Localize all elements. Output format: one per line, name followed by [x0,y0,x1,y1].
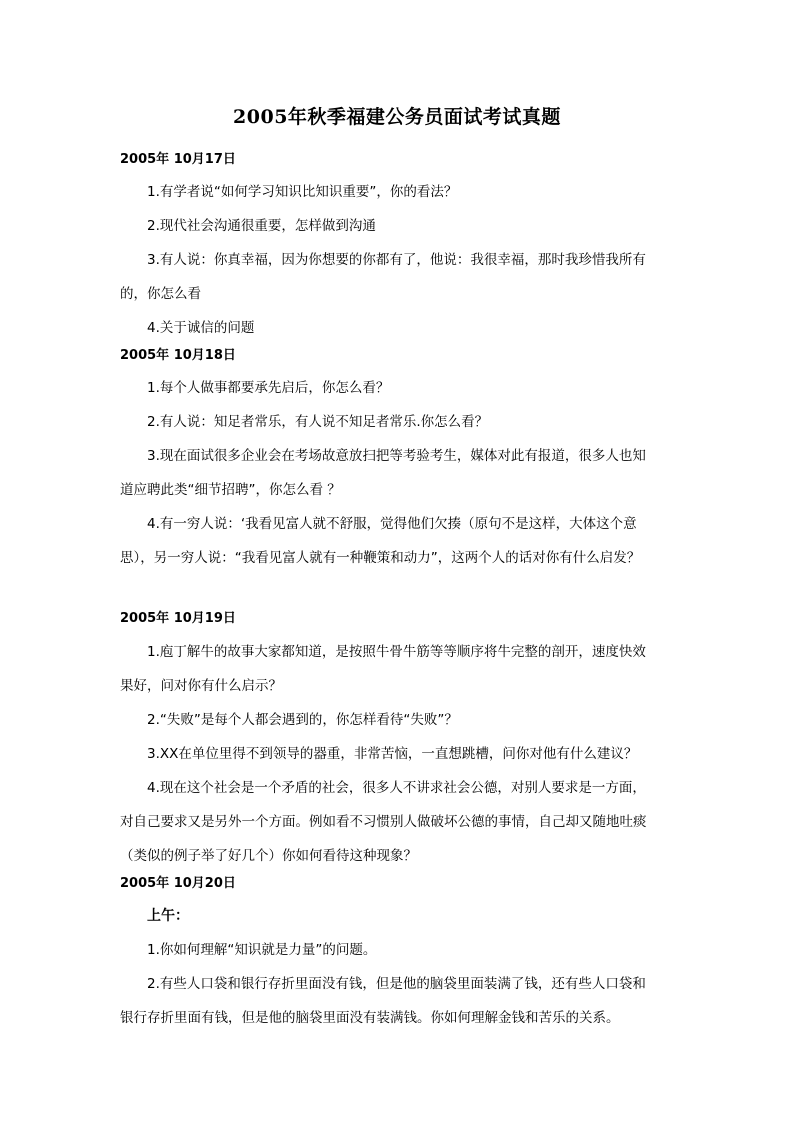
section-subheading: 上午： [147,908,189,924]
question-line: 4.关于诚信的问题 [147,320,255,336]
document-title: 2005年秋季福建公务员面试考试真题 [233,106,561,128]
section-date: 2005年 10月17日 [120,152,236,167]
question-line: 1.庖丁解牛的故事大家都知道，是按照牛骨牛筋等等顺序将牛完整的剖开，速度快效 [147,644,646,660]
question-line: 2.有人说：知足者常乐，有人说不知足者常乐.你怎么看？ [147,414,489,430]
section-date: 2005年 10月18日 [120,348,236,363]
question-line: 1.每个人做事都要承先启后，你怎么看？ [147,380,390,396]
question-line: 银行存折里面有钱，但是他的脑袋里面没有装满钱。你如何理解金钱和苦乐的关系。 [120,1010,620,1026]
question-line: 3.有人说：你真幸福，因为你想要的你都有了，他说：我很幸福，那时我珍惜我所有 [147,252,646,268]
question-line: 2.“失败”是每个人都会遇到的，你怎样看待“失败”？ [147,712,458,728]
question-line: 果好，问对你有什么启示？ [120,678,282,694]
question-line: 3.XX在单位里得不到领导的器重，非常苦恼，一直想跳槽，问你对他有什么建议？ [147,746,638,762]
question-line: 思），另一穷人说：“我看见富人就有一种鞭策和动力”，这两个人的话对你有什么启发？ [120,550,641,566]
question-line: 3.现在面试很多企业会在考场故意放扫把等考验考生，媒体对此有报道，很多人也知 [147,448,646,464]
question-line: 对自己要求又是另外一个方面。例如看不习惯别人做破坏公德的事情，自己却又随地吐痰 [120,814,647,830]
question-line: 1.有学者说“如何学习知识比知识重要”，你的看法？ [147,184,458,200]
question-line: 2.有些人口袋和银行存折里面没有钱，但是他的脑袋里面装满了钱，还有些人口袋和 [147,976,646,992]
question-line: 2.现代社会沟通很重要，怎样做到沟通 [147,218,376,234]
question-line: 道应聘此类“细节招聘”，你怎么看 ？ [120,482,341,498]
section-date: 2005年 10月20日 [120,876,236,891]
question-line: 4.有一穷人说：‘我看见富人就不舒服，觉得他们欠揍（原句不是这样，大体这个意 [147,516,637,532]
question-line: 1.你如何理解“知识就是力量”的问题。 [147,942,377,958]
question-line: （类似的例子举了好几个）你如何看待这种现象？ [120,848,417,864]
question-line: 4.现在这个社会是一个矛盾的社会，很多人不讲求社会公德，对别人要求是一方面， [147,780,646,796]
question-line: 的，你怎么看 [120,286,201,302]
section-date: 2005年 10月19日 [120,611,236,626]
